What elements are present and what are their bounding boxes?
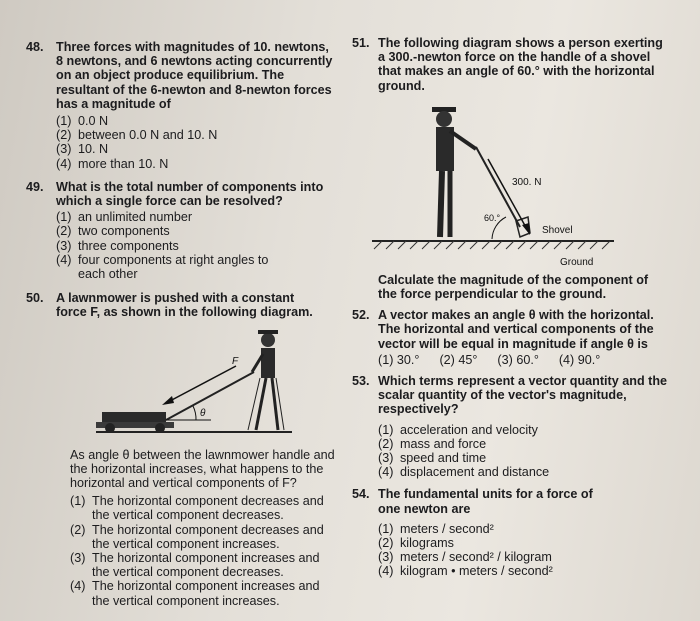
shovel-diagram [352, 99, 622, 271]
arrowhead-icon [162, 396, 174, 405]
option[interactable]: (4) more than 10. N [56, 156, 169, 171]
person-torso [261, 348, 275, 378]
option[interactable]: (2) kilograms [378, 536, 454, 551]
person-head [436, 111, 452, 127]
options-list [378, 522, 670, 579]
question-number: 54. [352, 487, 370, 502]
question-text: A lawnmower is pushed with a constant force F, as shown in the following diagram. [56, 291, 313, 320]
question-48 [26, 40, 338, 171]
option[interactable]: (4) four components at right angles to each other [56, 252, 269, 282]
option[interactable]: (2) two components [56, 224, 170, 239]
person-head [261, 333, 275, 347]
option[interactable]: (4) kilogram • meters / second² [378, 564, 553, 579]
arrowhead-icon [522, 223, 530, 235]
question-54 [352, 487, 670, 578]
option[interactable]: (3) three components [56, 238, 179, 253]
option[interactable]: (3) 10. N [56, 142, 109, 157]
question-text: Three forces with magnitudes of 10. newtons, 8 newtons, and 6 newtons acting concurrently on an object produce equilibrium. The resultant of the 6-newton and 8-newton forces has a magnitude of [56, 40, 333, 111]
ground-label: Ground [560, 256, 594, 268]
options-list [56, 114, 338, 171]
angle-arc [193, 406, 196, 420]
question-number: 48. [26, 40, 44, 54]
question-text: Which terms represent a vector quantity and the scalar quantity of the vector's magnitude, respectively? [378, 374, 668, 417]
angle-label: θ [200, 407, 206, 419]
force-arrow [168, 366, 236, 402]
options-list [56, 494, 338, 608]
option[interactable]: (1) 0.0 N [56, 114, 109, 129]
question-50 [26, 291, 338, 608]
question-number: 51. [352, 36, 370, 50]
options-list [378, 423, 670, 480]
question-number: 49. [26, 179, 44, 194]
option[interactable]: (3) meters / second² / kilogram [378, 550, 552, 565]
force-label: 300. N [512, 176, 542, 188]
option[interactable]: (1) acceleration and velocity [378, 422, 538, 437]
question-text: What is the total number of components into which a single force can be resolved? [56, 179, 324, 209]
option[interactable]: (1) The horizontal component decreases and the vertical component decreases. [70, 494, 324, 523]
right-column [352, 36, 670, 579]
question-52 [352, 308, 670, 367]
person-leg [256, 378, 266, 430]
option[interactable]: (4) 90.° [558, 352, 601, 367]
option[interactable]: (1) 30.° [378, 352, 420, 367]
option[interactable]: (4) displacement and distance [378, 465, 550, 480]
person-hat [258, 330, 278, 334]
question-text: A vector makes an angle θ with the horizontal. The horizontal and vertical components of the vector will be equal in magnitude if angle θ is [378, 308, 654, 351]
option[interactable]: (2) between 0.0 N and 10. N [56, 128, 218, 143]
option[interactable]: (2) 45° [439, 352, 478, 367]
question-number: 53. [352, 374, 370, 389]
question-followup: Calculate the magnitude of the component of the force perpendicular to the ground. [378, 272, 649, 302]
angle-label: 60.° [484, 212, 501, 223]
option[interactable]: (4) The horizontal component increases and the vertical component increases. [70, 579, 320, 608]
ground-hatching [374, 241, 610, 249]
option[interactable]: (2) mass and force [378, 436, 487, 451]
question-followup: As angle θ between the lawnmower handle and the horizontal increases, what happens to the horizontal and vertical components of F? [70, 447, 335, 491]
question-text: The following diagram shows a person exerting a 300.-newton force on the handle of a shovel that makes an angle of 60.° with the horizontal ground. [378, 36, 663, 93]
question-49 [26, 180, 338, 281]
options-list [56, 210, 338, 281]
person-leg [440, 171, 442, 237]
question-53 [352, 374, 670, 479]
lawnmower-diagram [96, 326, 296, 444]
option[interactable]: (2) The horizontal component decreases and the vertical component increases. [70, 522, 324, 551]
shovel-label: Shovel [542, 224, 573, 236]
question-number: 52. [352, 308, 370, 323]
option[interactable]: (3) The horizontal component increases and the vertical component decreases. [70, 551, 320, 580]
option[interactable]: (3) speed and time [378, 451, 487, 466]
question-51 [352, 36, 670, 301]
option[interactable]: (1) an unlimited number [56, 210, 193, 225]
option[interactable]: (1) meters / second² [378, 521, 494, 536]
force-label: F [232, 355, 239, 367]
option[interactable]: (3) 60.° [497, 352, 539, 367]
left-column [26, 40, 338, 608]
question-text: The fundamental units for a force of one newton are [378, 487, 593, 516]
options-list [378, 353, 670, 367]
question-number: 50. [26, 291, 44, 306]
